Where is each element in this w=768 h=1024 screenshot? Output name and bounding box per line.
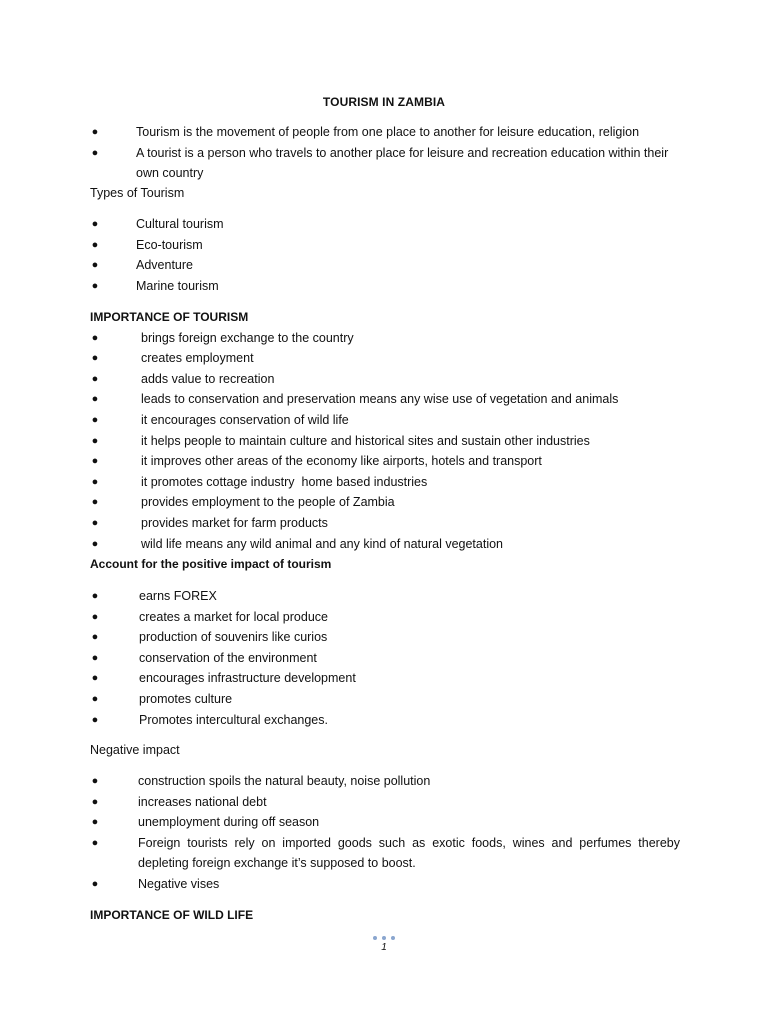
- footer-ornament-icon: [0, 932, 768, 940]
- list-item: ● it improves other areas of the economy like airports, hotels and transport: [90, 451, 680, 472]
- importance-list: [90, 328, 680, 555]
- list-item: ● provides market for farm products: [90, 513, 680, 534]
- bullet-icon: ●: [91, 238, 99, 251]
- bullet-icon: ●: [91, 836, 99, 849]
- bullet-icon: ●: [91, 331, 99, 344]
- bullet-icon: ●: [91, 126, 99, 138]
- bullet-icon: ●: [91, 413, 99, 426]
- bullet-icon: ●: [91, 372, 99, 385]
- bullet-icon: ●: [91, 496, 99, 509]
- list-item: ● increases national debt: [90, 792, 680, 813]
- list-item: ● Negative vises: [90, 874, 680, 895]
- list-item: ● conservation of the environment: [90, 648, 680, 669]
- list-item: ● Eco-tourism: [90, 235, 680, 256]
- list-item: ● wild life means any wild animal and any kind of natural vegetation: [90, 534, 680, 555]
- bullet-icon: ●: [91, 516, 99, 529]
- list-item: ● it promotes cottage industry home based industries: [90, 472, 680, 493]
- page-footer: [0, 932, 768, 954]
- bullet-icon: ●: [91, 434, 99, 447]
- list-item: ● encourages infrastructure development: [90, 668, 680, 689]
- negative-list-wrap: [90, 771, 680, 895]
- negative-list: [90, 771, 680, 895]
- types-section: [90, 183, 680, 204]
- intro-list: [90, 122, 680, 184]
- list-item: ● Adventure: [90, 255, 680, 276]
- types-list: [90, 214, 680, 296]
- section-heading: IMPORTANCE OF WILD LIFE: [90, 908, 254, 922]
- page-number: 1: [381, 942, 387, 953]
- document-title: TOURISM IN ZAMBIA: [322, 95, 446, 109]
- bullet-icon: ●: [91, 218, 99, 230]
- bullet-icon: ●: [91, 877, 99, 890]
- bullet-icon: ●: [91, 475, 99, 488]
- bullet-icon: ●: [91, 713, 99, 726]
- bullet-icon: ●: [91, 692, 99, 705]
- list-item: ● construction spoils the natural beauty, noise pollution: [90, 771, 680, 792]
- bullet-icon: ●: [91, 259, 99, 272]
- list-item: ● it encourages conservation of wild life: [90, 410, 680, 431]
- list-item: ● Promotes intercultural exchanges.: [90, 710, 680, 731]
- list-item: ● creates employment: [90, 348, 680, 369]
- bullet-icon: ●: [91, 455, 99, 468]
- bullet-icon: ●: [91, 537, 99, 550]
- list-item: ● leads to conservation and preservation means any wise use of vegetation and animals: [90, 389, 680, 410]
- section-heading: IMPORTANCE OF TOURISM: [90, 310, 249, 324]
- bullet-icon: ●: [91, 352, 99, 365]
- section-heading: Types of Tourism: [90, 186, 185, 200]
- bullet-icon: ●: [91, 672, 99, 685]
- bullet-icon: ●: [91, 146, 99, 159]
- list-item: ● Tourism is the movement of people from one place to another for leisure education, religion: [90, 122, 680, 143]
- bullet-icon: ●: [91, 795, 99, 808]
- list-item: ● adds value to recreation: [90, 369, 680, 390]
- bullet-icon: ●: [91, 279, 99, 292]
- list-item: ● brings foreign exchange to the country: [90, 328, 680, 349]
- list-item: ● it helps people to maintain culture and historical sites and sustain other industries: [90, 431, 680, 452]
- bullet-icon: ●: [91, 816, 99, 829]
- bullet-icon: ●: [91, 590, 99, 602]
- list-item: ● Cultural tourism: [90, 214, 680, 235]
- list-item: ● creates a market for local produce: [90, 607, 680, 628]
- bullet-icon: ●: [91, 610, 99, 623]
- list-item: ● unemployment during off season: [90, 812, 680, 833]
- intro-section: [90, 122, 680, 184]
- types-list-wrap: [90, 214, 680, 296]
- importance-section: [90, 307, 680, 575]
- bullet-icon: ●: [91, 775, 99, 787]
- list-item: ● A tourist is a person who travels to another place for leisure and recreation education within their own country: [90, 143, 680, 184]
- list-item: ● promotes culture: [90, 689, 680, 710]
- bullet-icon: ●: [91, 651, 99, 664]
- positive-list: [90, 586, 680, 730]
- bullet-icon: ●: [91, 393, 99, 406]
- list-item: ● Foreign tourists rely on imported goods such as exotic foods, wines and perfumes thereby depleting foreign exchange it’s supposed to boost.: [90, 833, 680, 874]
- positive-list-wrap: [90, 586, 680, 730]
- section-heading: Negative impact: [90, 743, 180, 757]
- list-item: ● Marine tourism: [90, 276, 680, 297]
- section-heading: Account for the positive impact of tourism: [90, 557, 332, 572]
- list-item: ● production of souvenirs like curios: [90, 627, 680, 648]
- list-item: ● provides employment to the people of Zambia: [90, 492, 680, 513]
- list-item: ● earns FOREX: [90, 586, 680, 607]
- negative-section: [90, 740, 680, 761]
- wildlife-section: [90, 905, 680, 926]
- bullet-icon: ●: [91, 631, 99, 644]
